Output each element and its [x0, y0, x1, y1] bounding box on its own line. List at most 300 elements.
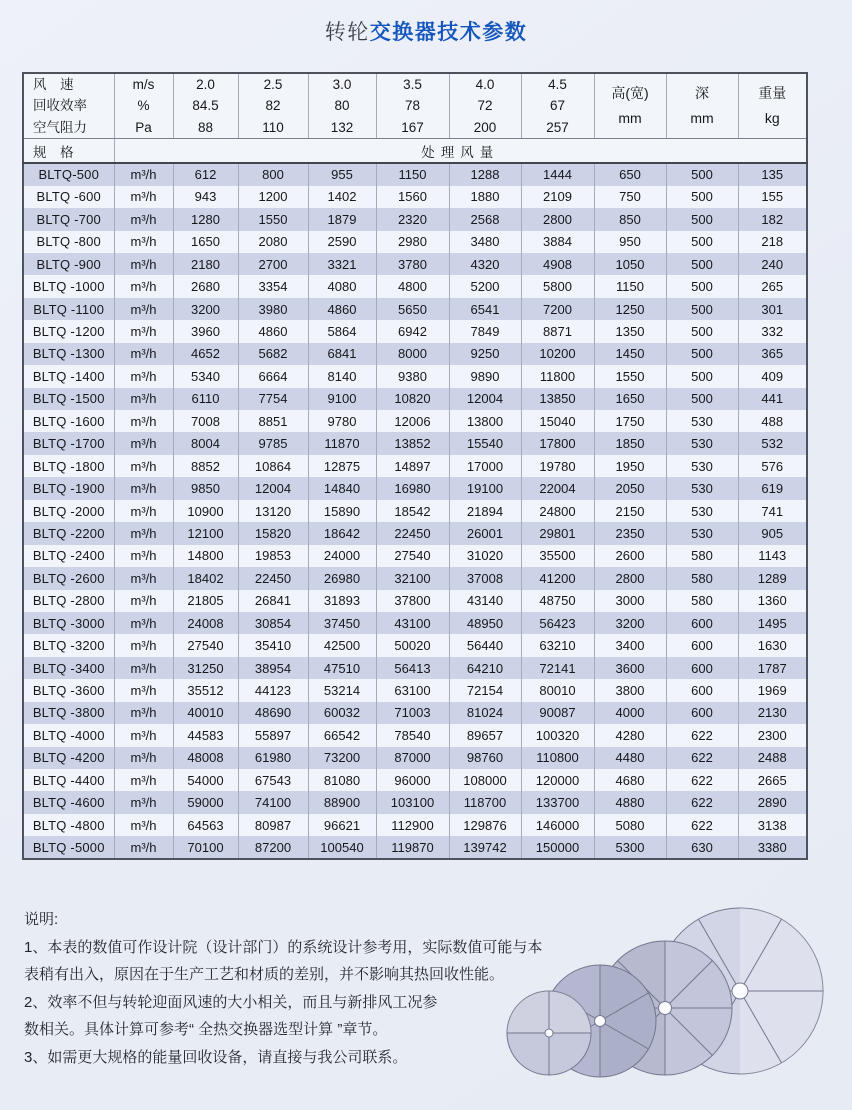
unit-cell: m³/h [114, 747, 173, 769]
value-cell: 100540 [308, 836, 376, 858]
value-cell: 1880 [449, 186, 521, 208]
value-cell: 60032 [308, 702, 376, 724]
value-cell: 96621 [308, 814, 376, 836]
value-cell: 500 [666, 253, 738, 275]
value-cell: 50020 [376, 634, 449, 656]
value-cell: 42500 [308, 634, 376, 656]
unit-cell: m³/h [114, 836, 173, 858]
value-cell: 950 [594, 231, 666, 253]
value-cell: 43140 [449, 590, 521, 612]
value-cell: 15540 [449, 432, 521, 454]
model-cell: BLTQ -4600 [23, 791, 114, 813]
model-cell: BLTQ -700 [23, 208, 114, 230]
table-row [23, 231, 807, 253]
table-row [23, 657, 807, 679]
value-cell: 72141 [521, 657, 594, 679]
value-cell: 9380 [376, 365, 449, 387]
value-cell: 3980 [238, 298, 308, 320]
value-cell: 2150 [594, 500, 666, 522]
value-cell: 24800 [521, 500, 594, 522]
unit-cell: m³/h [114, 388, 173, 410]
value-cell: 7849 [449, 320, 521, 342]
value-cell: 18642 [308, 522, 376, 544]
value-cell: 240 [738, 253, 807, 275]
value-cell: 500 [666, 343, 738, 365]
value-cell: 650 [594, 163, 666, 185]
value-cell: 37800 [376, 590, 449, 612]
table-row [23, 253, 807, 275]
value-cell: 3960 [173, 320, 238, 342]
value-cell: 89657 [449, 724, 521, 746]
value-cell: 622 [666, 814, 738, 836]
value-cell: 612 [173, 163, 238, 185]
value-cell: 1550 [594, 365, 666, 387]
value-cell: 2350 [594, 522, 666, 544]
value-cell: 5800 [521, 275, 594, 297]
value-cell: 2600 [594, 545, 666, 567]
unit-cell: m³/h [114, 500, 173, 522]
param-label-efficiency: 回收效率 [33, 98, 87, 114]
value-cell: 3380 [738, 836, 807, 858]
value-cell: 1150 [594, 275, 666, 297]
value-cell: 139742 [449, 836, 521, 858]
value-cell: 4080 [308, 275, 376, 297]
value-cell: 17000 [449, 455, 521, 477]
value-cell: 2320 [376, 208, 449, 230]
value-cell: 6110 [173, 388, 238, 410]
value-cell: 2050 [594, 477, 666, 499]
unit-cell: m³/h [114, 432, 173, 454]
unit-cell: m³/h [114, 590, 173, 612]
value-cell: 21894 [449, 500, 521, 522]
value-cell: 4908 [521, 253, 594, 275]
model-cell: BLTQ -2800 [23, 590, 114, 612]
value-cell: 5340 [173, 365, 238, 387]
value-cell: 12875 [308, 455, 376, 477]
value-cell: 3780 [376, 253, 449, 275]
value-cell: 3200 [173, 298, 238, 320]
table-row [23, 634, 807, 656]
value-cell: 7200 [521, 298, 594, 320]
table-row [23, 365, 807, 387]
dim-col-height: 高(宽) mm [594, 73, 666, 139]
value-cell: 600 [666, 612, 738, 634]
value-cell: 12006 [376, 410, 449, 432]
value-cell: 9100 [308, 388, 376, 410]
table-row [23, 388, 807, 410]
value-cell: 2568 [449, 208, 521, 230]
unit-cell: m³/h [114, 455, 173, 477]
value-cell: 119870 [376, 836, 449, 858]
model-cell: BLTQ -3000 [23, 612, 114, 634]
value-cell: 87200 [238, 836, 308, 858]
value-cell: 500 [666, 231, 738, 253]
value-cell: 18542 [376, 500, 449, 522]
value-cell: 129876 [449, 814, 521, 836]
value-cell: 1200 [238, 186, 308, 208]
value-cell: 4800 [376, 275, 449, 297]
value-cell: 11870 [308, 432, 376, 454]
value-cell: 182 [738, 208, 807, 230]
value-cell: 3000 [594, 590, 666, 612]
value-cell: 81024 [449, 702, 521, 724]
model-cell: BLTQ -1100 [23, 298, 114, 320]
unit-speed: m/s [132, 77, 155, 92]
value-cell: 6541 [449, 298, 521, 320]
value-cell: 13852 [376, 432, 449, 454]
value-cell: 40010 [173, 702, 238, 724]
value-cell: 600 [666, 634, 738, 656]
value-cell: 72154 [449, 679, 521, 701]
value-cell: 110800 [521, 747, 594, 769]
value-cell: 750 [594, 186, 666, 208]
value-cell: 13850 [521, 388, 594, 410]
value-cell: 580 [666, 590, 738, 612]
header-param-labels [23, 73, 114, 139]
value-cell: 2488 [738, 747, 807, 769]
model-cell: BLTQ -1900 [23, 477, 114, 499]
value-cell: 35512 [173, 679, 238, 701]
value-cell: 6664 [238, 365, 308, 387]
unit-cell: m³/h [114, 275, 173, 297]
value-cell: 13120 [238, 500, 308, 522]
value-cell: 90087 [521, 702, 594, 724]
speed-col-3: 3.0 80 132 [308, 73, 376, 139]
value-cell: 31020 [449, 545, 521, 567]
unit-cell: m³/h [114, 657, 173, 679]
value-cell: 22450 [238, 567, 308, 589]
value-cell: 1288 [449, 163, 521, 185]
value-cell: 2800 [594, 567, 666, 589]
value-cell: 955 [308, 163, 376, 185]
value-cell: 9890 [449, 365, 521, 387]
value-cell: 22004 [521, 477, 594, 499]
value-cell: 1444 [521, 163, 594, 185]
model-cell: BLTQ -2000 [23, 500, 114, 522]
value-cell: 24000 [308, 545, 376, 567]
table-row [23, 455, 807, 477]
value-cell: 4652 [173, 343, 238, 365]
value-cell: 27540 [173, 634, 238, 656]
dim-col-weight: 重量 kg [738, 73, 807, 139]
unit-cell: m³/h [114, 612, 173, 634]
model-cell: BLTQ -1500 [23, 388, 114, 410]
value-cell: 3400 [594, 634, 666, 656]
table-row [23, 612, 807, 634]
notes-line: 3、如需更大规格的能量回收设备，请直接与我公司联系。 [24, 1048, 408, 1066]
value-cell: 4000 [594, 702, 666, 724]
value-cell: 530 [666, 477, 738, 499]
model-cell: BLTQ -3200 [23, 634, 114, 656]
value-cell: 8851 [238, 410, 308, 432]
speed-col-4: 3.5 78 167 [376, 73, 449, 139]
value-cell: 26841 [238, 590, 308, 612]
value-cell: 530 [666, 432, 738, 454]
model-cell: BLTQ -4400 [23, 769, 114, 791]
value-cell: 218 [738, 231, 807, 253]
value-cell: 64563 [173, 814, 238, 836]
value-cell: 1950 [594, 455, 666, 477]
value-cell: 441 [738, 388, 807, 410]
table-row [23, 791, 807, 813]
value-cell: 7754 [238, 388, 308, 410]
model-cell: BLTQ -4000 [23, 724, 114, 746]
value-cell: 1787 [738, 657, 807, 679]
value-cell: 4320 [449, 253, 521, 275]
model-cell: BLTQ -4800 [23, 814, 114, 836]
value-cell: 530 [666, 455, 738, 477]
value-cell: 88900 [308, 791, 376, 813]
model-cell: BLTQ -1000 [23, 275, 114, 297]
value-cell: 14840 [308, 477, 376, 499]
table-row [23, 747, 807, 769]
unit-cell: m³/h [114, 231, 173, 253]
unit-cell: m³/h [114, 634, 173, 656]
value-cell: 630 [666, 836, 738, 858]
value-cell: 16980 [376, 477, 449, 499]
unit-cell: m³/h [114, 477, 173, 499]
table-row [23, 836, 807, 858]
airflow-label: 处理风量 [114, 139, 807, 164]
value-cell: 61980 [238, 747, 308, 769]
value-cell: 53214 [308, 679, 376, 701]
value-cell: 155 [738, 186, 807, 208]
value-cell: 1850 [594, 432, 666, 454]
value-cell: 146000 [521, 814, 594, 836]
value-cell: 15040 [521, 410, 594, 432]
value-cell: 67543 [238, 769, 308, 791]
value-cell: 2890 [738, 791, 807, 813]
model-cell: BLTQ -4200 [23, 747, 114, 769]
value-cell: 64210 [449, 657, 521, 679]
value-cell: 622 [666, 747, 738, 769]
value-cell: 4860 [308, 298, 376, 320]
unit-cell: m³/h [114, 365, 173, 387]
value-cell: 3354 [238, 275, 308, 297]
value-cell: 6942 [376, 320, 449, 342]
value-cell: 66542 [308, 724, 376, 746]
speed-col-2: 2.5 82 110 [238, 73, 308, 139]
value-cell: 1143 [738, 545, 807, 567]
table-row [23, 814, 807, 836]
value-cell: 98760 [449, 747, 521, 769]
unit-resistance: Pa [135, 119, 152, 135]
value-cell: 1495 [738, 612, 807, 634]
value-cell: 43100 [376, 612, 449, 634]
title-main: 交换器技术参数 [369, 21, 528, 44]
model-cell: BLTQ -900 [23, 253, 114, 275]
value-cell: 32100 [376, 567, 449, 589]
unit-cell: m³/h [114, 702, 173, 724]
value-cell: 1650 [173, 231, 238, 253]
value-cell: 1150 [376, 163, 449, 185]
value-cell: 12004 [449, 388, 521, 410]
value-cell: 27540 [376, 545, 449, 567]
table-row [23, 567, 807, 589]
value-cell: 35410 [238, 634, 308, 656]
value-cell: 7008 [173, 410, 238, 432]
value-cell: 8000 [376, 343, 449, 365]
table-row [23, 298, 807, 320]
param-label-resistance: 空气阻力 [33, 119, 87, 135]
value-cell: 619 [738, 477, 807, 499]
value-cell: 2130 [738, 702, 807, 724]
value-cell: 2980 [376, 231, 449, 253]
value-cell: 622 [666, 724, 738, 746]
unit-cell: m³/h [114, 163, 173, 185]
value-cell: 576 [738, 455, 807, 477]
page-title [0, 16, 852, 46]
value-cell: 500 [666, 298, 738, 320]
value-cell: 2300 [738, 724, 807, 746]
value-cell: 48750 [521, 590, 594, 612]
table-row [23, 500, 807, 522]
value-cell: 56423 [521, 612, 594, 634]
value-cell: 56440 [449, 634, 521, 656]
value-cell: 500 [666, 208, 738, 230]
value-cell: 301 [738, 298, 807, 320]
value-cell: 1402 [308, 186, 376, 208]
value-cell: 1550 [238, 208, 308, 230]
table-row [23, 769, 807, 791]
value-cell: 108000 [449, 769, 521, 791]
value-cell: 332 [738, 320, 807, 342]
value-cell: 3480 [449, 231, 521, 253]
rotor-wheels-graphic [470, 880, 852, 1110]
value-cell: 5080 [594, 814, 666, 836]
value-cell: 1050 [594, 253, 666, 275]
value-cell: 943 [173, 186, 238, 208]
value-cell: 9250 [449, 343, 521, 365]
value-cell: 1650 [594, 388, 666, 410]
value-cell: 3200 [594, 612, 666, 634]
value-cell: 850 [594, 208, 666, 230]
unit-cell: m³/h [114, 679, 173, 701]
value-cell: 31250 [173, 657, 238, 679]
value-cell: 6841 [308, 343, 376, 365]
value-cell: 13800 [449, 410, 521, 432]
value-cell: 3138 [738, 814, 807, 836]
unit-cell: m³/h [114, 567, 173, 589]
value-cell: 8852 [173, 455, 238, 477]
value-cell: 56413 [376, 657, 449, 679]
value-cell: 44583 [173, 724, 238, 746]
value-cell: 800 [238, 163, 308, 185]
spec-row [23, 139, 807, 164]
value-cell: 2590 [308, 231, 376, 253]
value-cell: 37008 [449, 567, 521, 589]
value-cell: 530 [666, 522, 738, 544]
table-row [23, 702, 807, 724]
table-row [23, 163, 807, 185]
value-cell: 22450 [376, 522, 449, 544]
value-cell: 2800 [521, 208, 594, 230]
title-prefix: 转轮 [324, 21, 370, 44]
value-cell: 54000 [173, 769, 238, 791]
value-cell: 17800 [521, 432, 594, 454]
value-cell: 96000 [376, 769, 449, 791]
header-units [114, 73, 173, 139]
table-row [23, 545, 807, 567]
value-cell: 31893 [308, 590, 376, 612]
value-cell: 1280 [173, 208, 238, 230]
model-cell: BLTQ -1700 [23, 432, 114, 454]
value-cell: 38954 [238, 657, 308, 679]
unit-cell: m³/h [114, 814, 173, 836]
value-cell: 26980 [308, 567, 376, 589]
value-cell: 118700 [449, 791, 521, 813]
value-cell: 4280 [594, 724, 666, 746]
value-cell: 35500 [521, 545, 594, 567]
model-cell: BLTQ-500 [23, 163, 114, 185]
value-cell: 741 [738, 500, 807, 522]
unit-cell: m³/h [114, 724, 173, 746]
value-cell: 500 [666, 365, 738, 387]
model-cell: BLTQ -1600 [23, 410, 114, 432]
value-cell: 5300 [594, 836, 666, 858]
unit-cell: m³/h [114, 791, 173, 813]
value-cell: 19780 [521, 455, 594, 477]
value-cell: 1350 [594, 320, 666, 342]
value-cell: 70100 [173, 836, 238, 858]
value-cell: 365 [738, 343, 807, 365]
value-cell: 580 [666, 567, 738, 589]
value-cell: 5682 [238, 343, 308, 365]
unit-cell: m³/h [114, 186, 173, 208]
value-cell: 3321 [308, 253, 376, 275]
table-row [23, 410, 807, 432]
value-cell: 265 [738, 275, 807, 297]
value-cell: 47510 [308, 657, 376, 679]
table-row [23, 590, 807, 612]
notes-line: 1、本表的数值可作设计院（设计部门）的系统设计参考用，实际数值可能与本 [24, 938, 543, 956]
value-cell: 1360 [738, 590, 807, 612]
value-cell: 15890 [308, 500, 376, 522]
value-cell: 1289 [738, 567, 807, 589]
table-row [23, 275, 807, 297]
value-cell: 112900 [376, 814, 449, 836]
value-cell: 19853 [238, 545, 308, 567]
value-cell: 48950 [449, 612, 521, 634]
value-cell: 4860 [238, 320, 308, 342]
notes-line: 2、效率不但与转轮迎面风速的大小相关，而且与新排风工况参 [24, 993, 438, 1011]
value-cell: 530 [666, 500, 738, 522]
unit-cell: m³/h [114, 769, 173, 791]
value-cell: 500 [666, 388, 738, 410]
value-cell: 71003 [376, 702, 449, 724]
rotor-wheel-icon [507, 991, 591, 1075]
table-row [23, 679, 807, 701]
value-cell: 63100 [376, 679, 449, 701]
value-cell: 622 [666, 791, 738, 813]
value-cell: 8871 [521, 320, 594, 342]
value-cell: 12004 [238, 477, 308, 499]
value-cell: 30854 [238, 612, 308, 634]
value-cell: 21805 [173, 590, 238, 612]
value-cell: 600 [666, 679, 738, 701]
value-cell: 10900 [173, 500, 238, 522]
table-row [23, 343, 807, 365]
spec-label: 规 格 [23, 139, 114, 164]
table-row [23, 477, 807, 499]
dim-col-depth: 深 mm [666, 73, 738, 139]
value-cell: 600 [666, 657, 738, 679]
value-cell: 9780 [308, 410, 376, 432]
unit-cell: m³/h [114, 522, 173, 544]
value-cell: 3800 [594, 679, 666, 701]
value-cell: 1879 [308, 208, 376, 230]
value-cell: 1630 [738, 634, 807, 656]
